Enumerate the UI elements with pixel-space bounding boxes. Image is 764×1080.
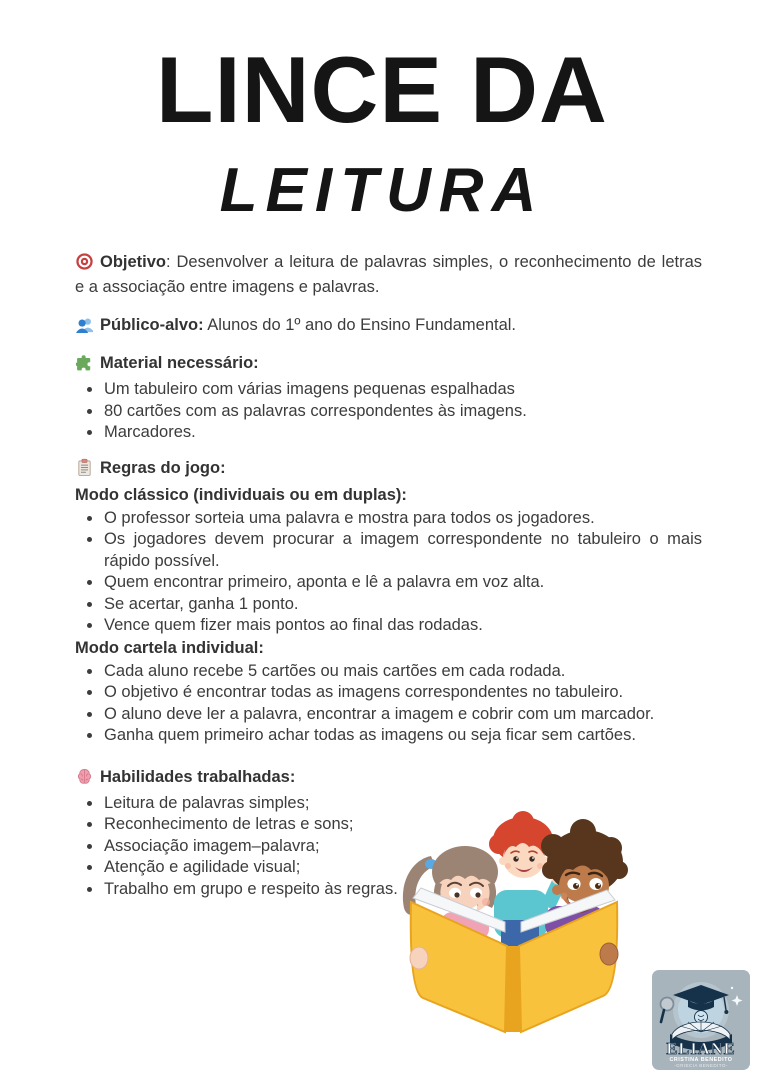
objective-label: Objetivo [100,253,167,272]
list-item: • Associação imagem–palavra; [103,836,702,858]
page-subtitle: LEITURA [219,156,545,226]
classic-mode-list [75,508,702,637]
audience-section [75,313,702,338]
target-icon [75,252,94,271]
logo-name: ELIANE [666,1039,736,1058]
classic-mode-heading: Modo clássico (individuais ou em duplas): [75,485,407,504]
list-item: • Um tabuleiro com várias imagens pequenas espalhadas [103,379,702,401]
list-item: • Cada aluno recebe 5 cartões ou mais cartões em cada rodada. [103,661,702,683]
list-item: • Reconhecimento de letras e sons; [103,814,702,836]
list-item: • O aluno deve ler a palavra, encontrar a imagem e cobrir com um marcador. [103,704,702,726]
list-item: • Os jogadores devem procurar a imagem correspondente no tabuleiro o mais rápido possível. [103,529,702,572]
card-mode-list [75,661,702,747]
list-item: • O professor sorteia uma palavra e mostra para todos os jogadores. [103,508,702,530]
skills-heading [75,765,702,790]
clipboard-icon [75,458,94,477]
list-item: • Leitura de palavras simples; [103,793,702,815]
logo-subtitle2: -GRIECIA BENEDITO- [674,1063,728,1068]
material-heading [75,351,702,376]
eliane-logo [652,970,750,1070]
rules-heading [75,456,702,481]
list-item: • Marcadores. [103,422,702,444]
card-mode-heading: Modo cartela individual: [75,638,264,657]
objective-section [75,250,702,300]
audience-text: Alunos do 1º ano do Ensino Fundamental. [203,316,517,335]
list-item: • Se acertar, ganha 1 ponto. [103,594,702,616]
list-item: • Vence quem fizer mais pontos ao final das rodadas. [103,615,702,637]
page-title: LINCE DA [156,37,608,142]
skills-label: Habilidades trabalhadas: [100,767,296,786]
list-item: • O objetivo é encontrar todas as imagens correspondentes no tabuleiro. [103,682,702,704]
children-reading-illustration [395,806,635,1038]
material-label: Material necessário: [100,354,259,373]
objective-text: : Desenvolver a leitura de palavras simples, o reconhecimento de letras e a associação entre imagens e palavras. [75,253,702,297]
list-item: • Quem encontrar primeiro, aponta e lê a palavra em voz alta. [103,572,702,594]
list-item: • Atenção e agilidade visual; [103,857,702,879]
material-list [75,379,702,444]
puzzle-icon [75,353,94,372]
magnifier-icon [661,998,674,1011]
document-body [0,250,764,900]
logo-subtitle: CRISTINA BENEDITO [669,1057,733,1063]
list-item: • 80 cartões com as palavras correspondentes às imagens. [103,401,702,423]
rules-label: Regras do jogo: [100,458,226,477]
audience-label: Público-alvo: [100,316,204,335]
list-item: • Ganha quem primeiro achar todas as imagens ou seja ficar sem cartões. [103,725,702,747]
list-item: • Trabalho em grupo e respeito às regras. [103,879,702,901]
brain-icon [75,767,94,786]
users-icon [75,315,94,334]
title-block [0,0,764,226]
